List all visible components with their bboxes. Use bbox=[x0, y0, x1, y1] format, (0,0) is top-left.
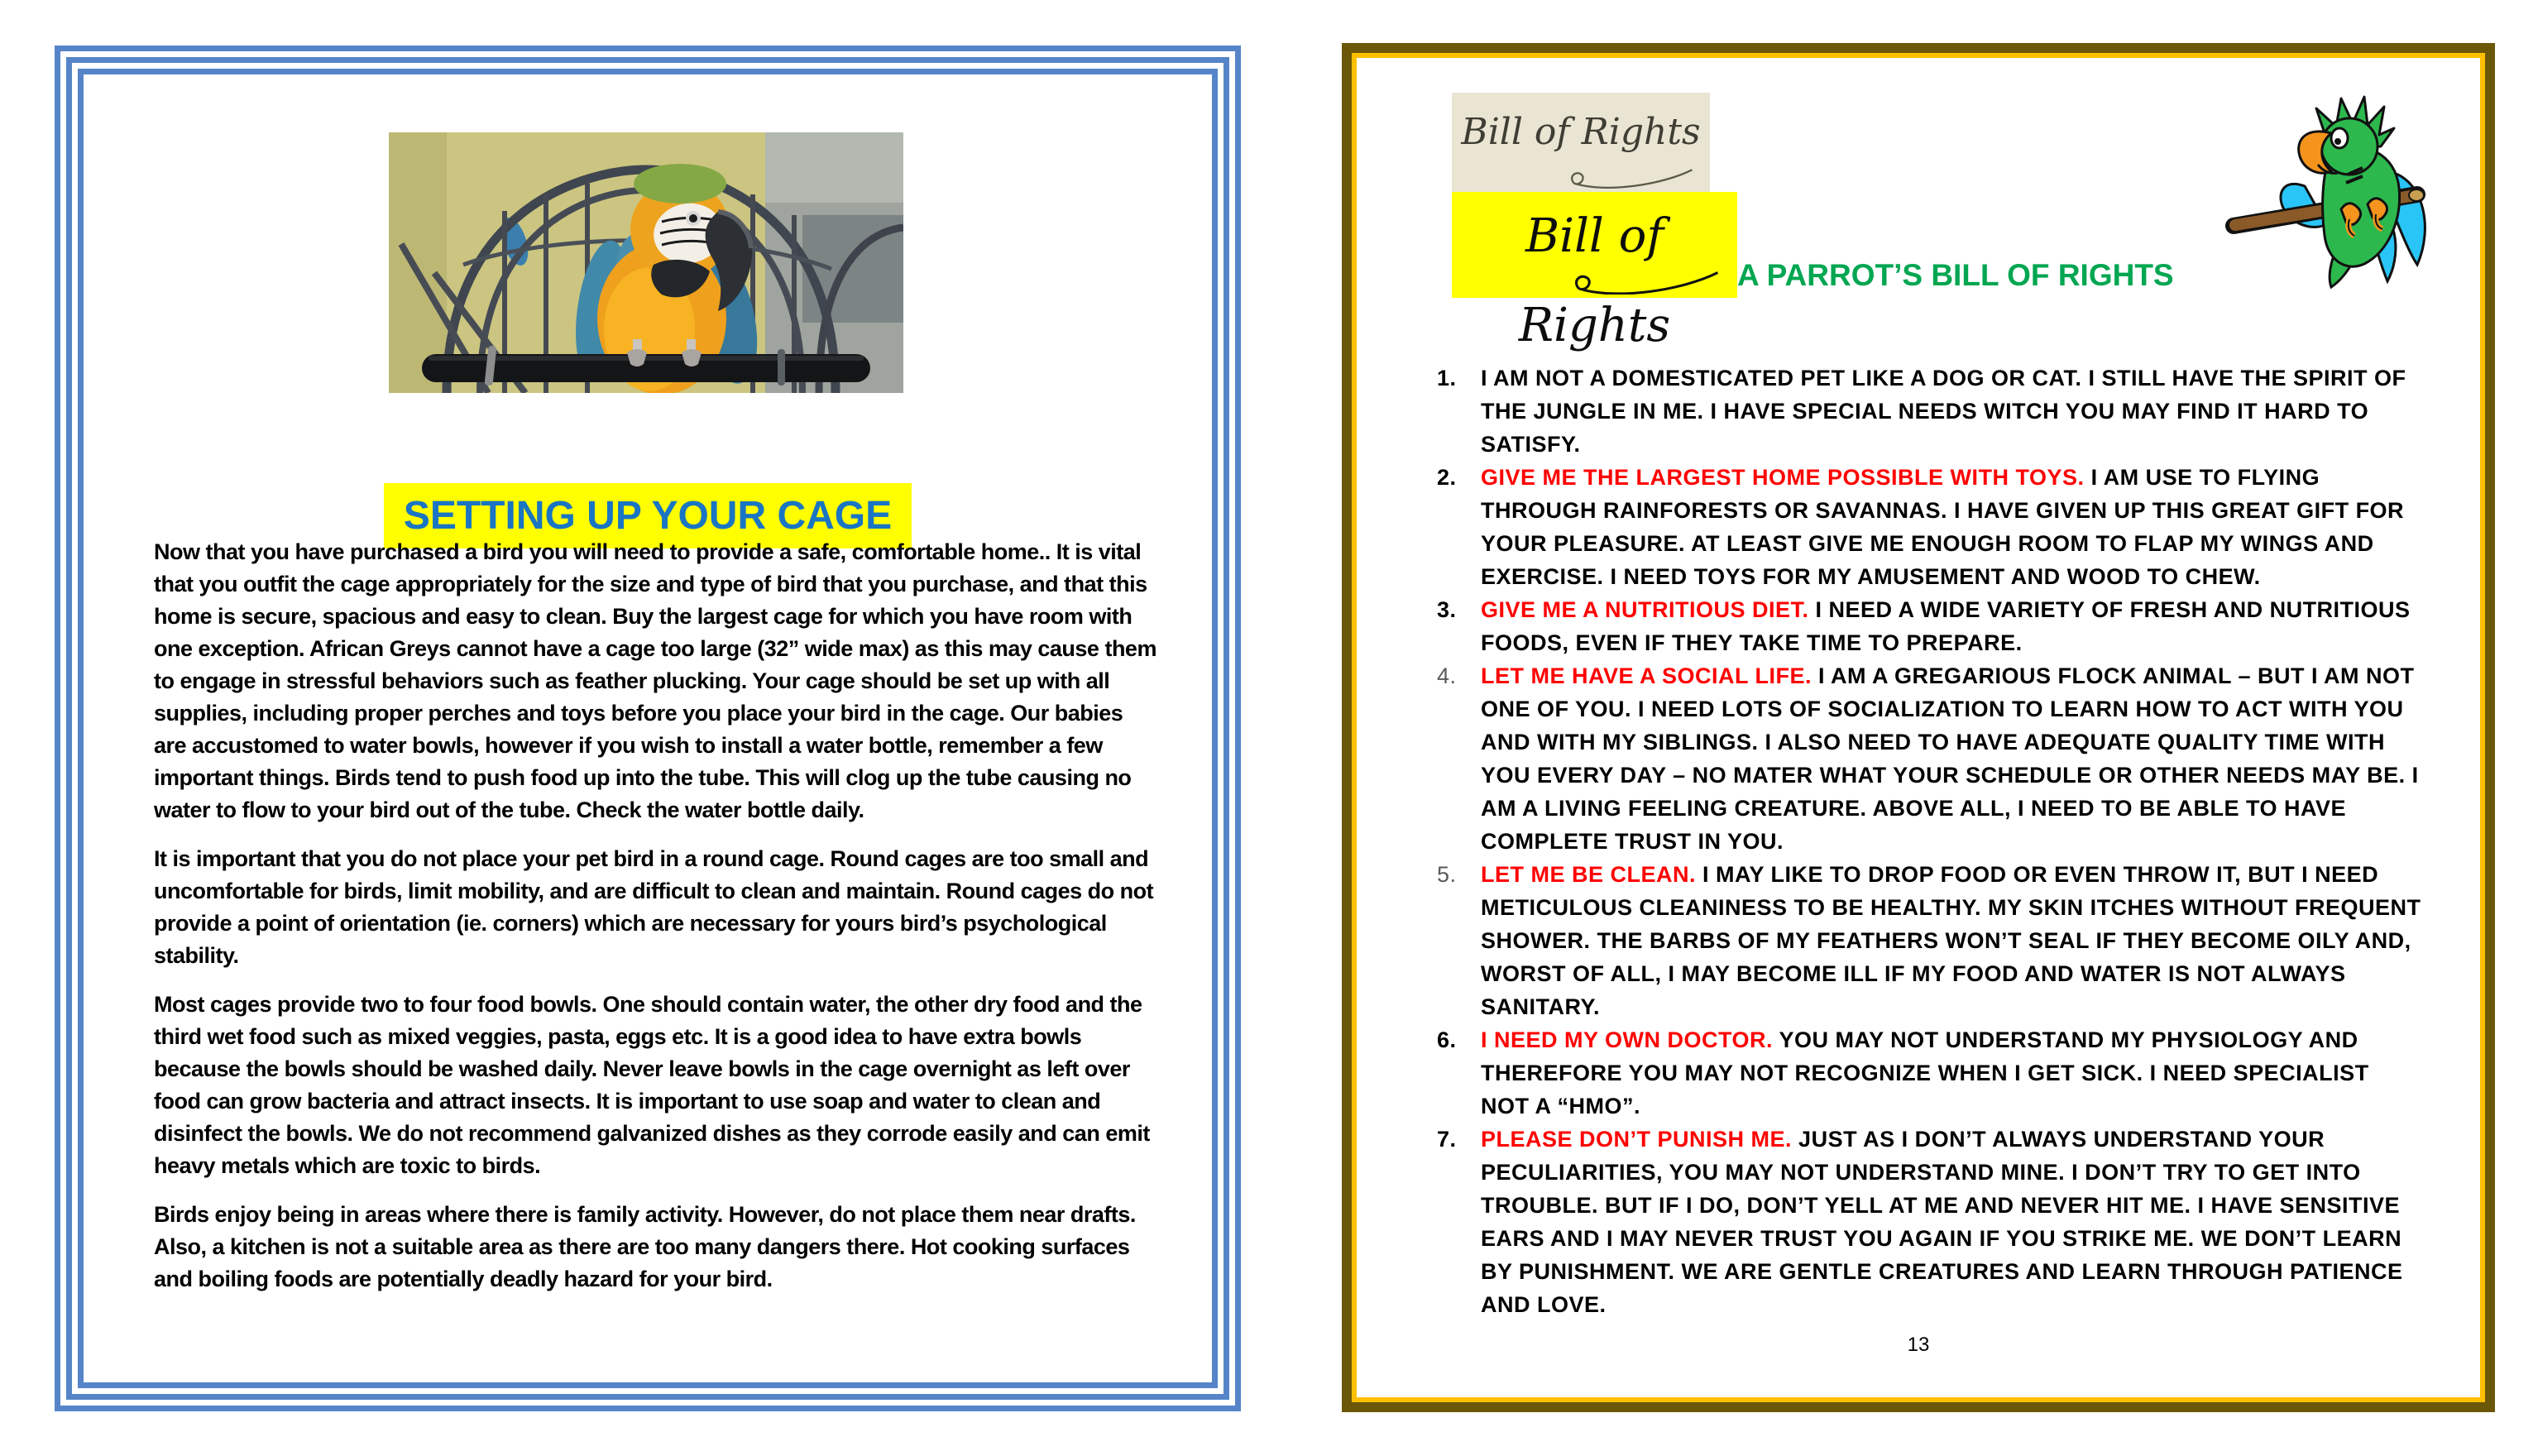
page-title: SETTING UP YOUR CAGE bbox=[384, 483, 912, 548]
list-item-number: 2. bbox=[1437, 465, 1457, 490]
calligraphy-flourish-icon bbox=[1569, 167, 1693, 189]
left-page bbox=[55, 46, 1241, 1411]
list-item-number: 3. bbox=[1437, 597, 1457, 622]
parrots-bill-of-rights-title: A PARROT’S BILL OF RIGHTS bbox=[1737, 258, 2174, 292]
list-item-lead: LET ME BE CLEAN. bbox=[1481, 862, 1697, 887]
list-item-text: I MAY LIKE TO DROP FOOD OR EVEN THROW IT, BUT I NEED METICULOUS CLEANINESS TO BE HEALTHY. MY SKIN ITCHES WITHOUT FREQUENT SHOWER. THE BARBS OF MY FEATHERS WON’T SEAL IF THEY BECOME OILY AND, WORST OF ALL, I MAY BECOME ILL IF MY FOOD AND WATER IS NOT ALWAYS SANITARY. bbox=[1481, 862, 2421, 1019]
list-item bbox=[1357, 1123, 2422, 1321]
body-text bbox=[154, 536, 1159, 1312]
calligraphy-flourish-icon bbox=[1572, 270, 1721, 295]
list-item-lead: GIVE ME A NUTRITIOUS DIET. bbox=[1481, 597, 1809, 622]
left-page-border-middle bbox=[66, 57, 1229, 1400]
list-item bbox=[1357, 858, 2422, 1023]
bill-of-rights-banner-yellow bbox=[1452, 192, 1737, 352]
list-item bbox=[1357, 593, 2422, 659]
banner-parchment-text: Bill of Rights bbox=[1461, 111, 1701, 153]
list-item bbox=[1357, 362, 2422, 461]
body-paragraph: Most cages provide two to four food bowls. One should contain water, the other dry food and the third wet food such as mixed veggies, pasta, eggs etc. It is a good idea to have extra bowls because the bowls should be washed daily. Never leave bowls in the cage overnight as left over food can grow bacteria and attract insects. It is important to use soap and water to clean and disinfect the bowls. We do not recommend galvanized dishes as they corrode easily and can emit heavy metals which are toxic to birds. bbox=[154, 992, 1150, 1178]
list-item-text: I AM USE TO FLYING THROUGH RAINFORESTS OR SAVANNAS. I HAVE GIVEN UP THIS GREAT GIFT FOR YOUR PLEASURE. AT LEAST GIVE ME ENOUGH ROOM TO FLAP MY WINGS AND EXERCISE. I NEED TOYS FOR MY AMUSEMENT AND WOOD TO CHEW. bbox=[1481, 465, 2405, 589]
list-item-number: 7. bbox=[1437, 1127, 1457, 1152]
list-item bbox=[1357, 659, 2422, 858]
list-item-lead: LET ME HAVE A SOCIAL LIFE. bbox=[1481, 663, 1813, 688]
list-item-number: 6. bbox=[1437, 1027, 1457, 1052]
list-item-number: 1. bbox=[1437, 366, 1457, 390]
list-item-text: JUST AS I DON’T ALWAYS UNDERSTAND YOUR PECULIARITIES, YOU MAY NOT UNDERSTAND MINE. I DON’T TRY TO GET INTO TROUBLE. BUT IF I DO, DON’T YELL AT ME AND NEVER HIT ME. I HAVE SENSITIVE EARS AND I MAY NEVER TRUST YOU AGAIN IF YOU STRIKE ME. WE DON’T LEARN BY PUNISHMENT. WE ARE GENTLE CREATURES AND LEARN THROUGH PATIENCE AND LOVE. bbox=[1481, 1127, 2403, 1317]
list-item-lead: I NEED MY OWN DOCTOR. bbox=[1481, 1027, 1774, 1052]
page-number: 13 bbox=[1907, 1334, 1930, 1356]
macaw-photo-illustration bbox=[389, 132, 903, 393]
list-item-lead: PLEASE DON’T PUNISH ME. bbox=[1481, 1127, 1793, 1152]
bill-of-rights-banner-parchment bbox=[1452, 93, 1710, 192]
right-page bbox=[1342, 43, 2495, 1412]
list-item-text: I AM NOT A DOMESTICATED PET LIKE A DOG OR CAT. I STILL HAVE THE SPIRIT OF THE JUNGLE IN ME. I HAVE SPECIAL NEEDS WITCH YOU MAY FIND IT HARD TO SATISFY. bbox=[1481, 366, 2406, 457]
list-item-text: I NEED A WIDE VARIETY OF FRESH AND NUTRITIOUS FOODS, EVEN IF THEY TAKE TIME TO PREPARE. bbox=[1481, 597, 2411, 655]
body-paragraph: It is important that you do not place your pet bird in a round cage. Round cages are too small and uncomfortable for birds, limit mobility, and are difficult to clean and maintain. Round cages do not provide a point of orientation (ie. corners) which are necessary for yours bird’s psychological stability. bbox=[154, 846, 1154, 968]
body-paragraph: Birds enjoy being in areas where there is family activity. However, do not place them near drafts. Also, a kitchen is not a suitable area as there are too many dangers there. Hot cooking surfaces and boiling foods are potentially deadly hazard for your bird. bbox=[154, 1202, 1136, 1291]
list-item bbox=[1357, 1023, 2422, 1123]
body-paragraph: Now that you have purchased a bird you will need to provide a safe, comfortable home.. It is vital that you outfit the cage appropriately for the size and type of bird that you purchase, and that this home is secure, spacious and easy to clean. Buy the largest cage for which you have room with one exception. African Greys cannot have a cage too large (32” wide max) as this may cause them to engage in stressful behaviors such as feather plucking. Your cage should be set up with all supplies, including proper perches and toys before you place your bird in the cage. Our babies are accustomed to water bowls, however if you wish to install a water bottle, remember a few important things. Birds tend to push food up into the tube. This will clog up the tube causing no water to flow to your bird out of the tube. Check the water bottle daily. bbox=[154, 539, 1156, 822]
parrot-icon bbox=[2225, 95, 2473, 290]
left-page-border-inner bbox=[78, 69, 1218, 1388]
list-item-text: I AM A GREGARIOUS FLOCK ANIMAL – BUT I AM NOT ONE OF YOU. I NEED LOTS OF SOCIALIZATION TO LEARN HOW TO ACT WITH YOU AND WITH MY SIBLINGS. I ALSO NEED TO HAVE ADEQUATE QUALITY TIME WITH YOU EVERY DAY – NO MATER WHAT YOUR SCHEDULE OR OTHER NEEDS MAY BE. I AM A LIVING FEELING CREATURE. ABOVE ALL, I NEED TO BE ABLE TO HAVE COMPLETE TRUST IN YOU. bbox=[1481, 663, 2419, 854]
macaw-photo bbox=[389, 132, 903, 393]
left-page-border-outer bbox=[55, 46, 1241, 1411]
list-item-number: 5. bbox=[1437, 862, 1457, 887]
list-item bbox=[1357, 461, 2422, 593]
banner-yellow-text: Bill of Rights bbox=[1518, 209, 1671, 352]
right-page-border-inner bbox=[1352, 53, 2485, 1402]
parrot-clipart bbox=[2225, 95, 2473, 290]
list-item-number: 4. bbox=[1437, 663, 1457, 688]
rights-list bbox=[1357, 362, 2422, 1321]
list-item-lead: GIVE ME THE LARGEST HOME POSSIBLE WITH TOYS. bbox=[1481, 465, 2085, 490]
list-item-text: YOU MAY NOT UNDERSTAND MY PHYSIOLOGY AND THEREFORE YOU MAY NOT RECOGNIZE WHEN I GET SICK. I NEED SPECIALIST NOT A “HMO”. bbox=[1481, 1027, 2369, 1118]
